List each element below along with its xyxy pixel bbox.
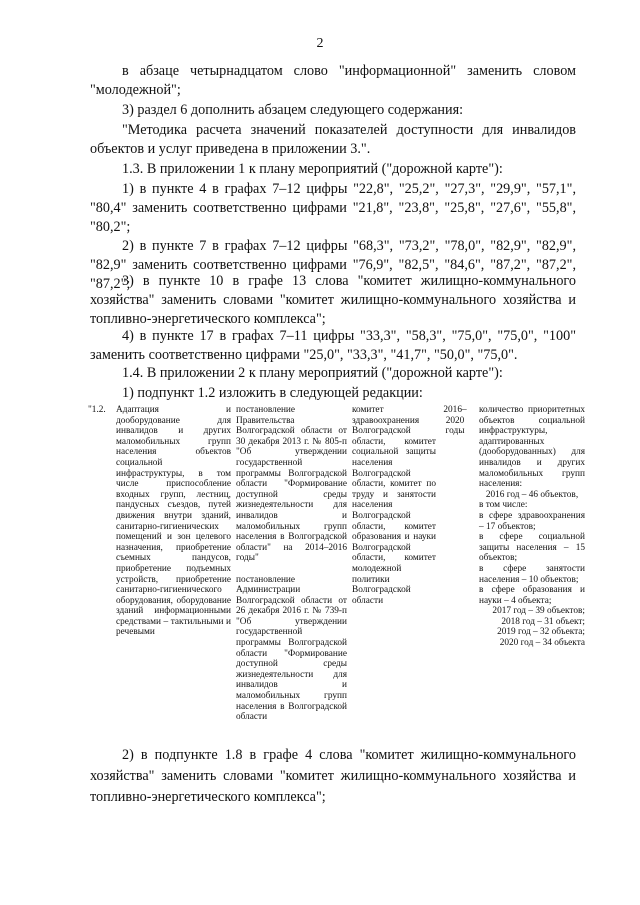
table-basis-2: постановление Администрации Волгоградской области от 26 декабря 2016 г. № 739-п "Об утверждении государственной программы Волгоградской области "Формирование доступной среды жизнедеятельности для инвалидов и маломобильных групп населения в Волгоградской области <box>236 574 347 723</box>
paragraph-appendix2-heading: 1.4. В приложении 2 к плану мероприятий ("дорожной карте"): <box>122 365 503 381</box>
result-social: в сфере социальной защиты населения – 15 объектов; <box>479 532 585 564</box>
table-cell-number: "1.2. <box>88 405 106 415</box>
result-edu: в сфере образования и науки – 4 объекта; <box>479 585 585 606</box>
result-2016: 2016 год – 46 объектов, <box>485 489 579 500</box>
result-health: в сфере здравоохранения – 17 объектов; <box>479 510 585 532</box>
table-cell-executors: комитет здравоохранения Волгоградской области, комитет социальной защиты населения Волгоградской области, комитет по труду и занятости населения Волгоградской области, комитет образования и науки Волгоградской области, комитет молодежной политики Волгоградской области <box>352 405 436 606</box>
paragraph-section6-heading: 3) раздел 6 дополнить абзацем следующего содержания: <box>122 102 464 118</box>
result-2018: 2018 год – 31 объект; <box>501 616 585 627</box>
paragraph-item4: 1) в пункте 4 в графах 7–12 цифры "22,8", "25,2", "27,3", "29,9", "57,1", "80,4" заменить соответственно цифрами "21,8", "23,8", "25,8", "27,6", "55,8", "80,2"; <box>90 181 576 236</box>
paragraph-section6-text: "Методика расчета значений показателей доступности для инвалидов объектов и услуг приведена в приложении 3.". <box>90 122 576 158</box>
paragraph-item7: 2) в пункте 7 в графах 7–12 цифры "68,3", "73,2", "78,0", "82,9", "82,9", "82,9" заменить соответственно цифрами "76,9", "82,5", "84,6", "87,2", "87,2", "87,2"; <box>90 238 576 293</box>
result-2019: 2019 год – 32 объекта; <box>497 627 585 638</box>
table-cell-measure: Адаптация и дооборудование для инвалидов и других маломобильных групп населения объектов социальной инфраструктуры, в том числе приспособление входных групп, лестниц, пандусных съездов, путей движения внутри зданий, санитарно-гигиенических помещений и зон целевого назначения, приобретение съемных пандусов, приобретение подъемных устройств, приобретение санитарно-гигиенического оборудования, оборудование зданий информационными средствами – тактильными и речевыми <box>116 405 231 638</box>
paragraph-subitem-1-8: 2) в подпункте 1.8 в графе 4 слова "комитет жилищно-коммунального хозяйства" заменить словами "комитет жилищно-коммунального хозяйства и топливно-энергетического комплекса"; <box>90 747 576 805</box>
table-cell-result <box>479 405 585 649</box>
result-2017: 2017 год – 39 объектов; <box>492 606 585 617</box>
paragraph-item10: 3) в пункте 10 в графе 13 слова "комитет жилищно-коммунального хозяйства" заменить словами "комитет жилищно-коммунального хозяйства и топливно-энергетического комплекса"; <box>90 273 576 328</box>
result-labor: в сфере занятости населения – 10 объектов; <box>479 563 585 585</box>
paragraph-subitem-1-2: 1) подпункт 1.2 изложить в следующей редакции: <box>122 385 423 401</box>
result-incl: в том числе: <box>479 500 528 511</box>
paragraph-appendix1-heading: 1.3. В приложении 1 к плану мероприятий ("дорожной карте"): <box>122 161 503 177</box>
paragraph-youth-word: в абзаце четырнадцатом слово "информационной" заменить словом "молодежной"; <box>90 63 576 99</box>
page-number: 2 <box>316 36 324 51</box>
table-cell-period: 2016–2020 годы <box>443 405 467 437</box>
table-cell-basis <box>236 405 347 723</box>
result-intro: количество приоритетных объектов социальной инфраструктуры, адаптированных (дооборудованных) для инвалидов и других маломобильных групп населения: <box>479 405 585 490</box>
result-2020: 2020 год – 34 объекта <box>499 638 585 649</box>
table-basis-1: постановление Правительства Волгоградской области от 30 декабря 2013 г. № 805-п "Об утверждении государственной программы Волгоградской области "Формирование доступной среды жизнедеятельности для инвалидов и маломобильных групп населения в Волгоградской области" на 2014–2016 годы" <box>236 405 347 564</box>
paragraph-item17: 4) в пункте 17 в графах 7–11 цифры "33,3", "58,3", "75,0", "75,0", "100" заменить соответственно цифрами "25,0", "33,3", "41,7", "50,0", "75,0". <box>90 328 576 364</box>
